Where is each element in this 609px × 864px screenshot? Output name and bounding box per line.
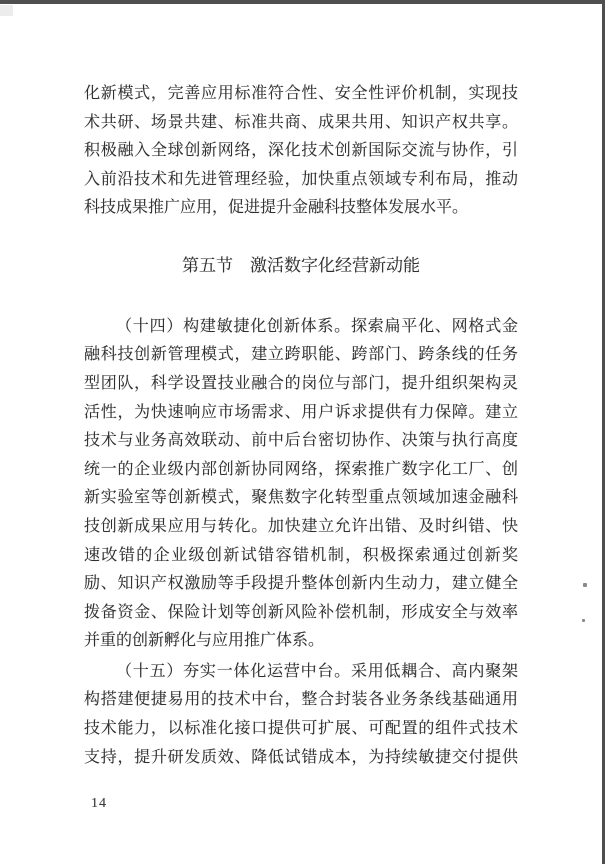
text-line: 入前沿技术和先进管理经验，加快重点领域专利布局，推动 [84,170,518,188]
text-line: 统一的企业级内部创新协同网络，探索推广数字化工厂、创 [84,460,518,478]
scan-speck [583,583,587,587]
text-line: 化新模式，完善应用标准符合性、安全性评价机制，实现技 [84,85,518,102]
document-text [84,80,518,772]
para-15 [84,656,518,772]
text-line: 新实验室等创新模式，聚焦数字化转型重点领域加速金融科 [84,489,518,507]
scan-edge-top [0,0,605,4]
text-line: 支持，提升研发质效、降低试错成本，为持续敏捷交付提供 [84,748,518,766]
para-continuation [84,80,518,223]
para-14 [84,309,518,656]
text-line: 速改错的企业级创新试错容错机制，积极探索通过创新奖 [84,546,518,564]
text-line: 活性，为快速响应市场需求、用户诉求提供有力保障。建立 [84,403,518,421]
text-line: 术共研、场景共建、标准共商、成果共用、知识产权共享。 [84,113,518,131]
text-line: 技术与业务高效联动、前中后台密切协作、决策与执行高度 [84,432,518,450]
text-line: （十五）夯实一体化运营中台。采用低耦合、高内聚架 [116,662,518,680]
text-line: 并重的创新孵化与应用推广体系。 [84,632,325,650]
scan-corner-patch [0,5,13,16]
text-line: 技创新成果应用与转化。加快建立允许出错、及时纠错、快 [84,517,518,535]
text-line: （十四）构建敏捷化创新体系。探索扁平化、网格式金 [116,317,518,335]
text-line: 科技成果推广应用，促进提升金融科技整体发展水平。 [84,199,469,217]
text-line: 拨备资金、保险计划等创新风险补偿机制，形成安全与效率 [84,603,518,621]
text-line: 技术能力，以标准化接口提供可扩展、可配置的组件式技术 [84,720,518,738]
text-line: 励、知识产权激励等手段提升整体创新内生动力，建立健全 [84,575,518,593]
text-line: 型团队，科学设置技业融合的岗位与部门，提升组织架构灵 [84,374,518,392]
text-line: 构搭建便捷易用的技术中台，整合封装各业务条线基础通用 [84,691,518,709]
text-line: 融科技创新管理模式，建立跨职能、跨部门、跨条线的任务 [84,346,518,364]
scan-speck [582,619,585,622]
section-heading: 第五节 激活数字化经营新动能 [182,255,420,275]
text-line: 积极融入全球创新网络，深化技术创新国际交流与协作，引 [84,142,518,160]
page-number: 14 [91,796,107,811]
scan-edge-right [602,0,605,864]
